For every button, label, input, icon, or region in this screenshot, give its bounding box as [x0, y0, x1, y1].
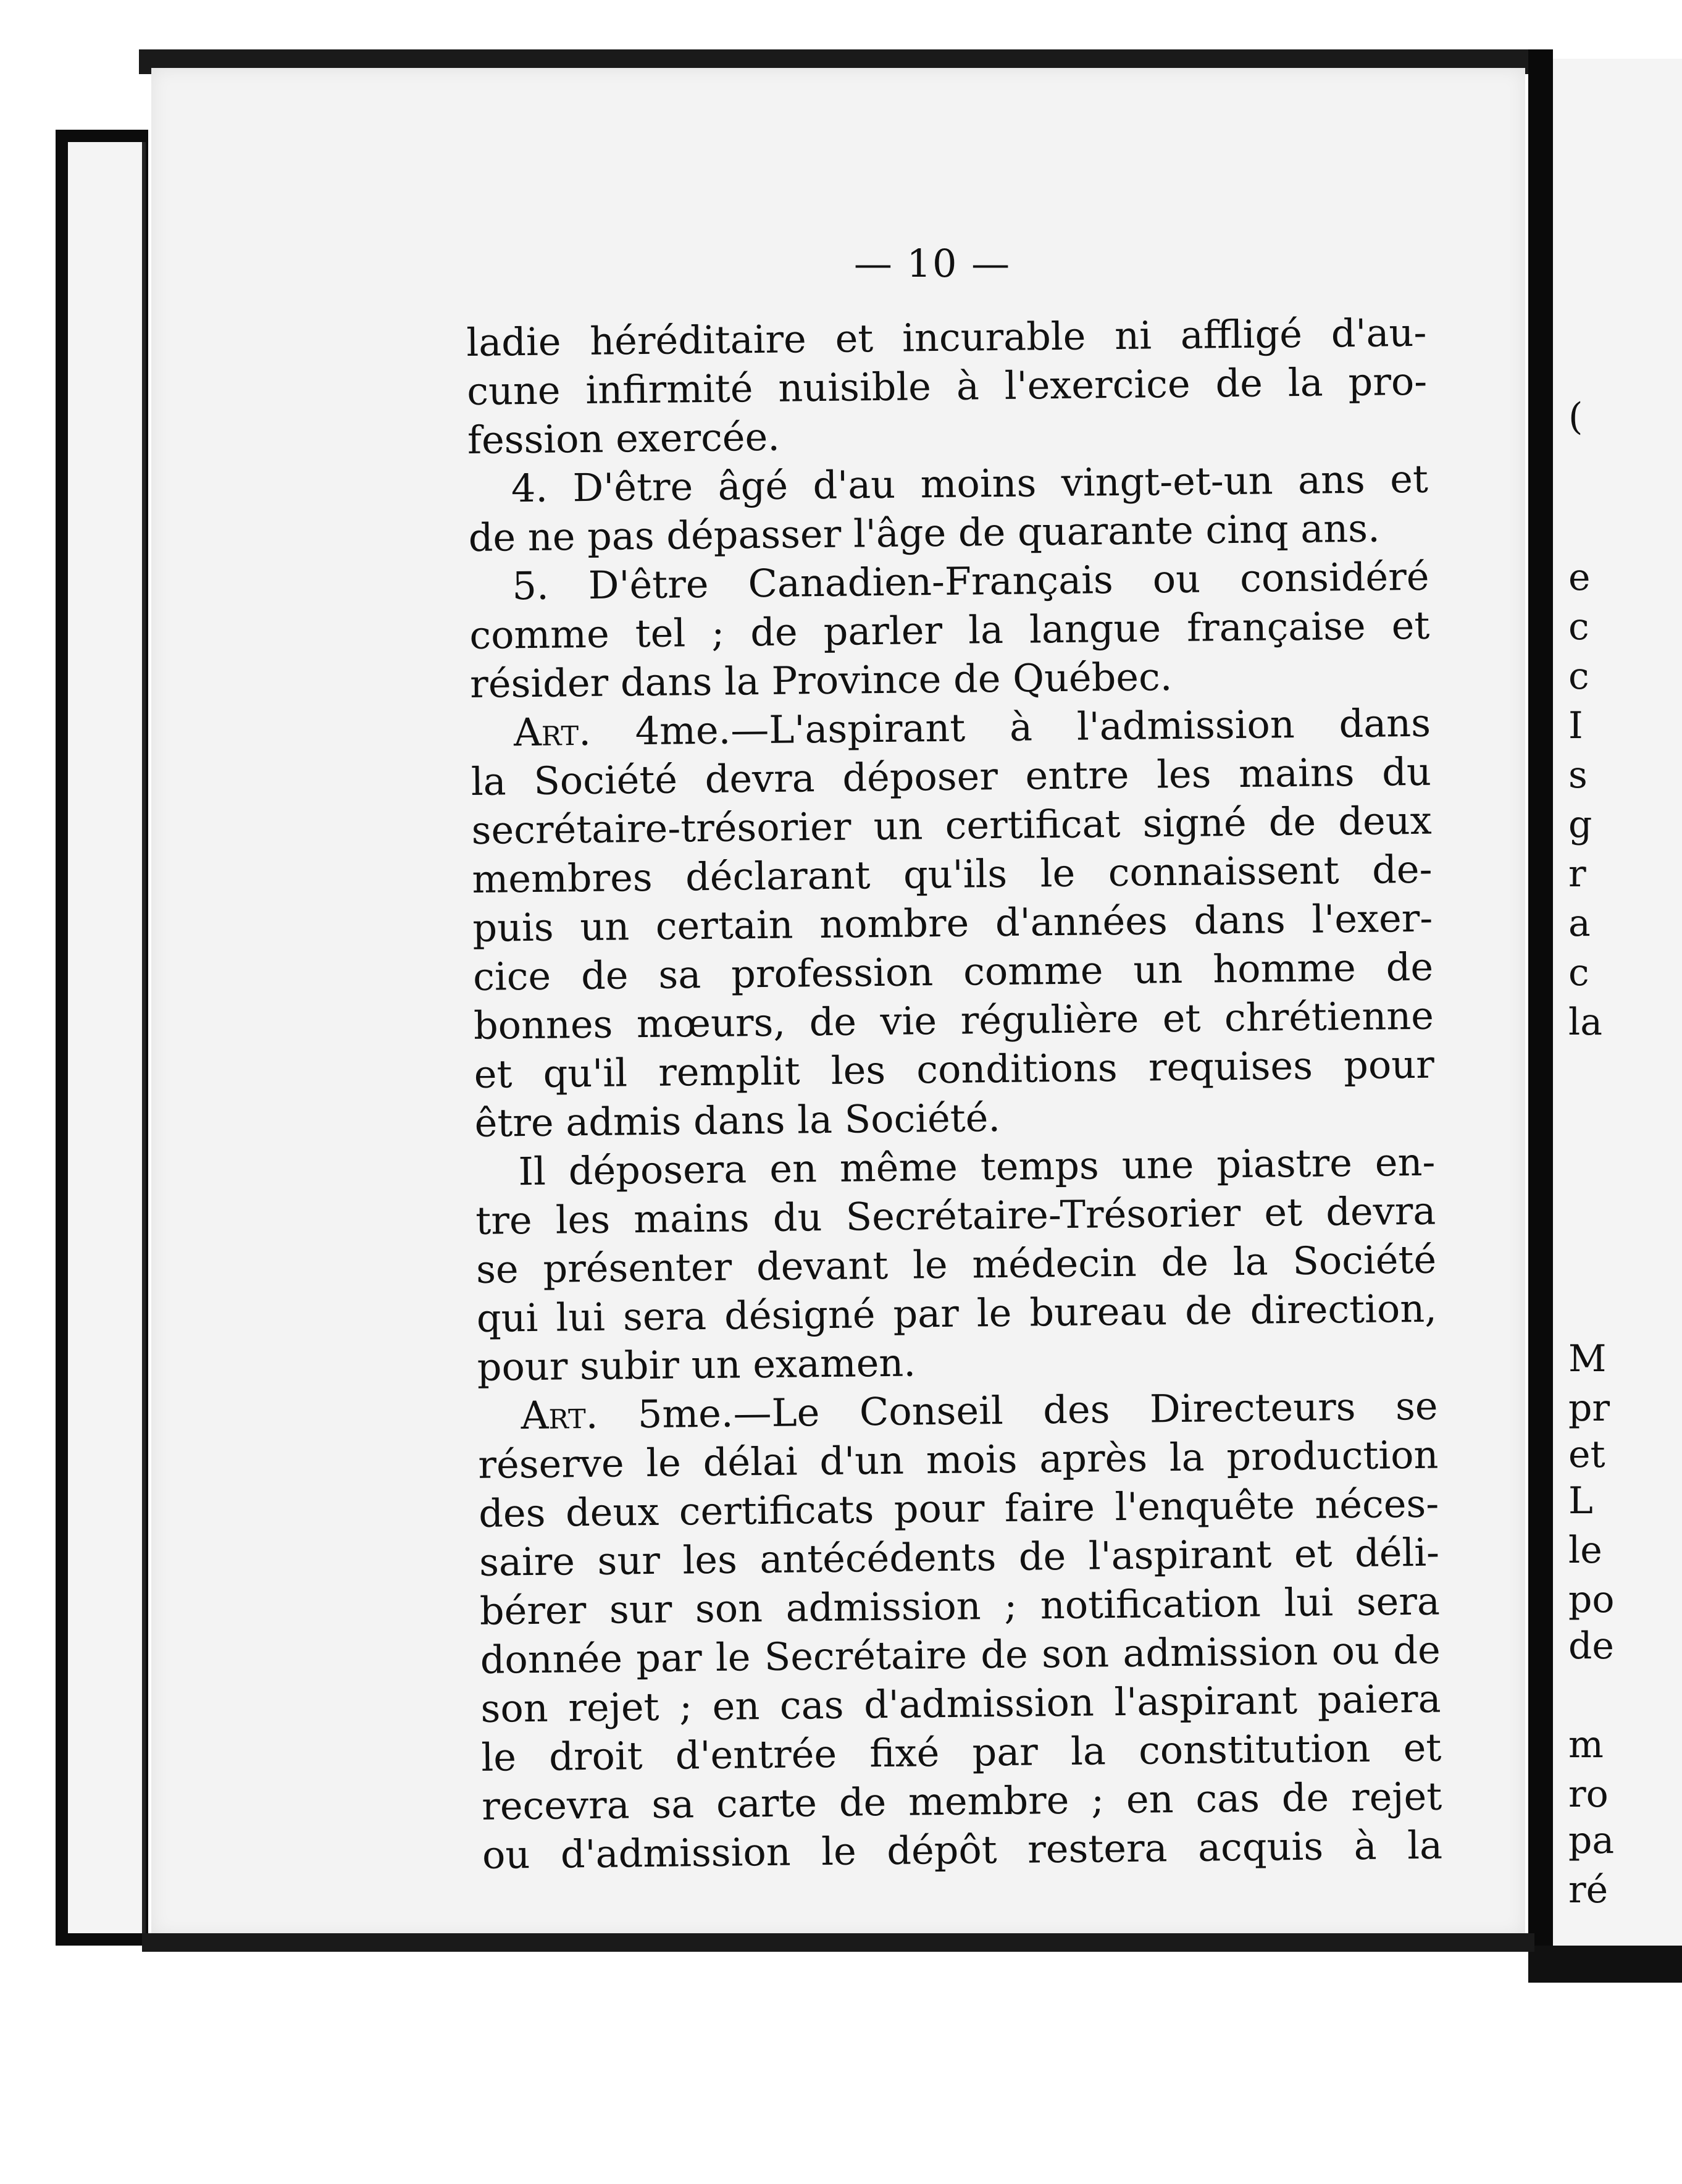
page-number: — 10 —	[853, 241, 1011, 286]
body-text	[466, 308, 1442, 1880]
facing-page-fragment: I	[1568, 704, 1583, 747]
text-line	[477, 1284, 1437, 1343]
text-line-content: secrétaire-trésorier un certificat signé de deux	[471, 797, 1432, 853]
text-line-content: le droit d'entrée fixé par la constitution et	[481, 1724, 1442, 1780]
page-left-edge	[68, 142, 146, 1933]
article-label: Art.	[521, 1392, 598, 1438]
text-line-content: ou d'admission le dépôt restera acquis à la	[482, 1822, 1443, 1878]
facing-page-fragment: de	[1568, 1624, 1614, 1668]
facing-page-fragment: s	[1568, 754, 1588, 797]
facing-page-fragment: le	[1568, 1529, 1602, 1572]
text-line-content: Il déposera en même temps une piastre en-	[518, 1139, 1436, 1195]
page-bottom-shadow	[142, 1933, 1534, 1952]
text-line-content: donnée par le Secrétaire de son admission ou de	[480, 1627, 1441, 1682]
facing-page-fragment: pa	[1568, 1819, 1615, 1862]
text-line-content: de ne pas dépasser l'âge de quarante cinq ans.	[468, 505, 1381, 560]
text-line-content: recevra sa carte de membre ; en cas de rejet	[481, 1773, 1442, 1829]
text-line-content: cice de sa profession comme un homme de	[472, 944, 1434, 999]
text-line-content: se présenter devant le médecin de la Société	[475, 1237, 1437, 1292]
text-line	[474, 1040, 1434, 1099]
facing-page-bottom-shadow	[1528, 1946, 1682, 1983]
text-line-content: tre les mains du Secrétaire-Trésorier et devra	[475, 1188, 1436, 1243]
text-line-content: 4me.—L'aspirant à l'admission dans	[590, 700, 1431, 754]
facing-page-fragment: m	[1568, 1723, 1604, 1766]
facing-page-fragment: et	[1568, 1433, 1605, 1476]
facing-page-fragment: e	[1568, 556, 1591, 599]
facing-page-fragment: a	[1568, 902, 1591, 945]
text-line-content: la Société devra déposer entre les mains du	[471, 749, 1432, 804]
text-line-content: ladie héréditaire et incurable ni affligé d'au-	[466, 309, 1427, 365]
text-line-content: 5. D'être Canadien-Français ou considéré	[512, 553, 1429, 609]
article-label: Art.	[513, 708, 592, 755]
facing-page-fragment: g	[1568, 803, 1592, 846]
facing-page-fragment: c	[1568, 951, 1589, 994]
text-line	[469, 601, 1430, 660]
facing-page-fragment: M	[1568, 1337, 1607, 1380]
text-line-content: fession exercée.	[467, 414, 780, 463]
facing-page-fragment: c	[1568, 655, 1589, 698]
facing-page-fragment: L	[1568, 1479, 1593, 1522]
facing-page-fragment: la	[1568, 1001, 1602, 1044]
text-line	[482, 1821, 1443, 1880]
text-line-content: résider dans la Province de Québec.	[469, 654, 1173, 707]
facing-page-fragment: ro	[1568, 1773, 1609, 1816]
text-line-content: saire sur les antécédents de l'aspirant et déli-	[479, 1529, 1440, 1585]
text-line-content: son rejet ; en cas d'admission l'aspirant paiera	[480, 1676, 1441, 1731]
facing-page-fragment: r	[1568, 852, 1586, 896]
text-line-content: bonnes mœurs, de vie régulière et chrétienne	[473, 993, 1434, 1048]
text-line-content: comme tel ; de parler la langue française et	[469, 602, 1430, 658]
text-line-content: qui lui sera désigné par le bureau de direction,	[476, 1285, 1437, 1341]
facing-page-fragment: (	[1568, 395, 1583, 439]
text-line-content: être admis dans la Société.	[474, 1095, 1001, 1146]
text-line-content: puis un certain nombre d'années dans l'exer-	[472, 895, 1433, 951]
text-line-content: pour subir un examen.	[477, 1340, 916, 1390]
text-line-content: réserve le délai d'un mois après la production	[478, 1432, 1439, 1487]
facing-page-fragment: c	[1568, 605, 1589, 649]
text-line-content: des deux certificats pour faire l'enquête néces-	[478, 1480, 1439, 1536]
text-line-content: membres déclarant qu'ils le connaissent de-	[472, 846, 1433, 902]
facing-page-fragment: pr	[1568, 1387, 1610, 1430]
text-line-content: 4. D'être âgé d'au moins vingt-et-un ans et	[511, 456, 1429, 511]
book-gutter	[1528, 49, 1553, 1964]
facing-page-fragment: po	[1568, 1578, 1615, 1621]
text-line-content: bérer sur son admission ; notification lui sera	[479, 1578, 1441, 1634]
text-line-content: cune infirmité nuisible à l'exercice de la pro-	[466, 358, 1428, 414]
text-line-content: 5me.—Le Conseil des Directeurs se	[598, 1383, 1438, 1437]
facing-page-fragment: ré	[1568, 1868, 1609, 1912]
text-line-content: et qu'il remplit les conditions requises pour	[474, 1041, 1435, 1097]
text-line	[467, 357, 1428, 416]
